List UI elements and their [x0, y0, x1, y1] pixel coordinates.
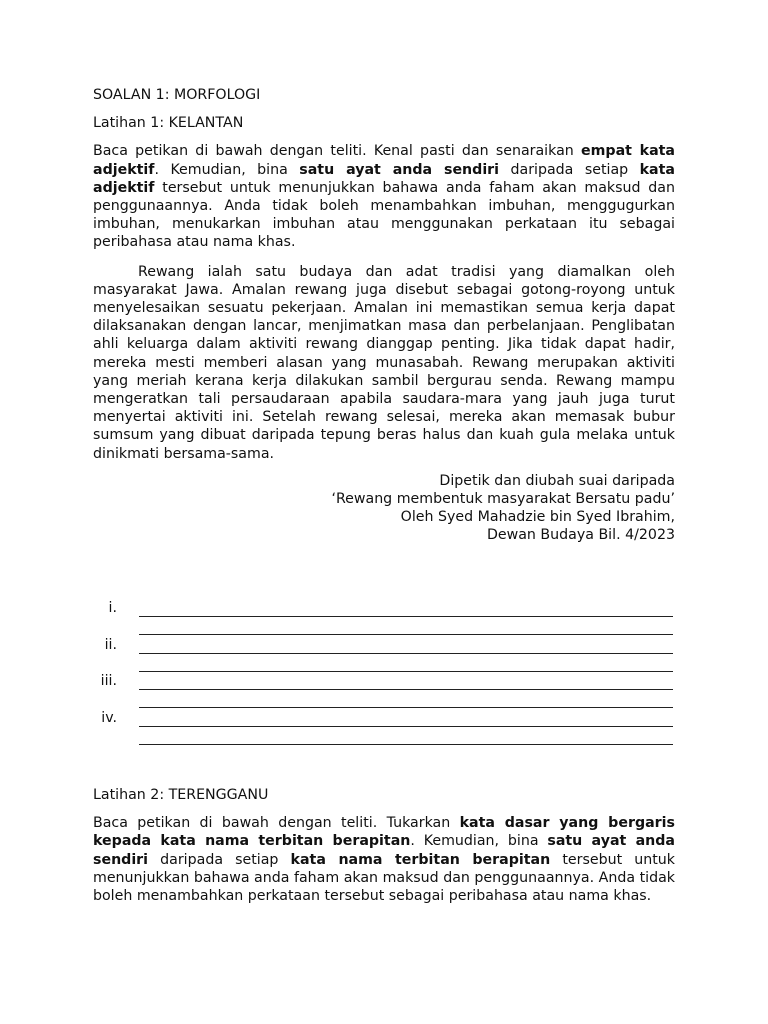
instruction-bold: satu ayat anda sendiri — [299, 161, 500, 178]
instruction-bold: kata nama terbitan berapitan — [290, 851, 551, 868]
source-line: Oleh Syed Mahadzie bin Syed Ibrahim, — [400, 509, 675, 526]
answer-blank-line — [139, 689, 673, 690]
answer-blank-line — [139, 653, 673, 654]
answer-row — [93, 635, 675, 672]
instruction-text: tersebut untuk menunjukkan bahawa anda faham akan maksud dan penggunaannya. Anda tidak boleh menambahkan perkataan tersebut sebagai peribahasa atau nama khas. — [93, 851, 675, 905]
answer-blank-line — [139, 616, 673, 617]
answer-blank-line — [139, 726, 673, 727]
instruction-bold: kata dasar yang bergaris kepada kata nama terbitan berapitan — [93, 815, 675, 850]
passage-text: Rewang ialah satu budaya dan adat tradisi yang diamalkan oleh masyarakat Jawa. Amalan rewang juga disebut sebagai gotong-royong untuk menyelesaikan sesuatu pekerjaan. Amalan ini memastikan semua kerja dapat dilaksanakan dengan lancar, menjimatkan masa dan perbelanjaan. Penglibatan ahli keluarga dalam aktiviti rewang dianggap penting. Jika tidak dapat hadir, mereka mesti memberi alasan yang munasabah. Rewang merupakan aktiviti yang meriah kerana kerja dilakukan sambil bergurau senda. Rewang mampu mengeratkan tali persaudaraan apabila saudara-mara yang jauh juga turut menyertai aktiviti ini. Setelah rewang selesai, mereka akan memasak bubur sumsum yang dibuat daripada tepung beras halus dan kuah gula melaka untuk dinikmati bersama-sama. — [93, 263, 675, 462]
answer-label: iii. — [100, 673, 117, 690]
answer-blank-line — [139, 744, 673, 745]
instruction-text: . Kemudian, bina — [410, 833, 548, 850]
answer-row — [93, 598, 675, 635]
instruction-bold: kata adjektif — [93, 161, 675, 196]
latihan-1-instruction — [93, 142, 675, 251]
latihan-2-heading: Latihan 2: TERENGGANU — [93, 787, 269, 803]
answer-label: iv. — [101, 709, 117, 726]
latihan-2-instruction — [93, 814, 675, 905]
answer-label: ii. — [104, 636, 117, 653]
page-title: SOALAN 1: MORFOLOGI — [93, 87, 261, 103]
latihan-1-heading: Latihan 1: KELANTAN — [93, 115, 244, 132]
instruction-bold: satu ayat anda sendiri — [93, 833, 675, 868]
document-page — [93, 86, 675, 545]
instruction-text: Baca petikan di bawah dengan teliti. Tukarkan — [93, 815, 460, 832]
source-line: Dipetik dan diubah suai daripada — [439, 472, 675, 489]
source-line: ‘Rewang membentuk masyarakat Bersatu padu’ — [331, 491, 675, 508]
instruction-text: . Kemudian, bina — [154, 161, 300, 178]
latihan-2-section — [93, 786, 675, 905]
instruction-bold: empat kata adjektif — [93, 143, 675, 178]
answer-label: i. — [108, 600, 117, 616]
instruction-text: daripada setiap — [499, 161, 640, 178]
answer-row — [93, 708, 675, 745]
answer-lines — [93, 598, 675, 744]
instruction-text: tersebut untuk menunjukkan bahawa anda faham akan maksud dan penggunaannya. Anda tidak boleh menambahkan imbuhan, menggugurkan imbuhan, menukarkan imbuhan atau menggunakan perkataan itu sebagai peribahasa atau nama khas. — [93, 179, 675, 251]
passage-source — [93, 472, 675, 545]
answer-row — [93, 671, 675, 708]
instruction-text: daripada setiap — [148, 851, 291, 868]
source-line: Dewan Budaya Bil. 4/2023 — [486, 527, 675, 544]
instruction-text: Baca petikan di bawah dengan teliti. Kenal pasti dan senaraikan — [93, 143, 582, 160]
